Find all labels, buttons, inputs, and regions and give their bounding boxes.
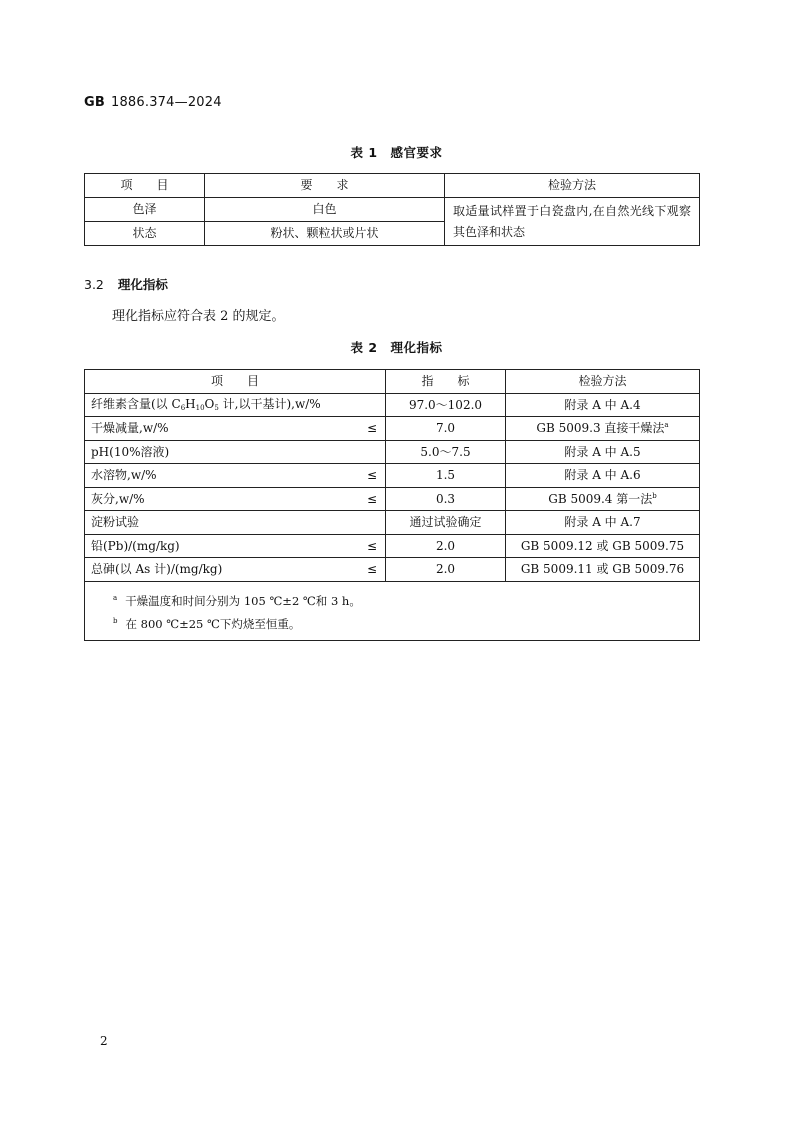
table-row (85, 558, 700, 582)
section-paragraph: 理化指标应符合表 2 的规定。 (112, 309, 285, 324)
row-requirement-color: 白色 (205, 198, 445, 222)
section-number: 3.2 (84, 277, 104, 292)
row-method: GB 5009.3 直接干燥法$^a$ (506, 417, 700, 441)
leq-symbol: ≤ (366, 468, 377, 483)
row-method: GB 5009.11 或 GB 5009.76 (506, 558, 700, 582)
row-item: 铅(Pb)/(mg/kg) ≤ (85, 534, 386, 558)
table-row (85, 417, 700, 441)
table-row (85, 198, 700, 222)
leq-symbol: ≤ (366, 421, 377, 436)
row-item-color: 色泽 (85, 198, 205, 222)
table-row (85, 487, 700, 511)
header-requirement: 要 求 (205, 174, 445, 198)
row-value: 通过试验确定 (386, 511, 506, 535)
row-value: 2.0 (386, 534, 506, 558)
section-title: 理化指标 (117, 277, 168, 292)
row-item-state: 状态 (85, 222, 205, 246)
table-row (85, 511, 700, 535)
row-method: 附录 A 中 A.4 (506, 393, 700, 417)
row-requirement-state: 粉状、颗粒状或片状 (205, 222, 445, 246)
document-header (84, 95, 222, 110)
row-method: 附录 A 中 A.5 (506, 440, 700, 464)
header-item: 项 目 (85, 370, 386, 394)
row-method: 附录 A 中 A.7 (506, 511, 700, 535)
table-header-row (85, 370, 700, 394)
row-value: 2.0 (386, 558, 506, 582)
footnote-b: $^b$ 在 800 ℃±25 ℃下灼烧至恒重。 (113, 616, 301, 631)
row-value: 97.0～102.0 (386, 393, 506, 417)
leq-symbol: ≤ (366, 491, 377, 506)
row-value: 7.0 (386, 417, 506, 441)
row-item: 干燥减量,w/% ≤ (85, 417, 386, 441)
section-heading (84, 275, 168, 293)
row-item: 纤维素含量(以 $C_6H_{10}O_5$ 计,以干基计),w/% (85, 393, 386, 417)
standard-prefix: GB (84, 95, 105, 110)
table-row (85, 440, 700, 464)
leq-symbol: ≤ (366, 538, 377, 553)
row-item: 总砷(以 As 计)/(mg/kg) ≤ (85, 558, 386, 582)
table-header-row (85, 174, 700, 198)
row-item: 淀粉试验 (85, 511, 386, 535)
header-item: 项 目 (85, 174, 205, 198)
table-notes (85, 581, 700, 640)
header-indicator: 指 标 (386, 370, 506, 394)
table-row (85, 464, 700, 488)
sensory-test-method: 取适量试样置于白瓷盘内,在自然光线下观察其色泽和状态 (445, 198, 700, 246)
footnote-a: $^a$ 干燥温度和时间分别为 105 ℃±2 ℃和 3 h。 (113, 593, 361, 608)
row-method: GB 5009.12 或 GB 5009.75 (506, 534, 700, 558)
row-method: GB 5009.4 第一法$^b$ (506, 487, 700, 511)
header-method: 检验方法 (506, 370, 700, 394)
row-value: 1.5 (386, 464, 506, 488)
table-notes-row (85, 581, 700, 640)
row-item: 灰分,w/% ≤ (85, 487, 386, 511)
table-row (85, 393, 700, 417)
table2-caption: 表 2 理化指标 (350, 340, 443, 355)
page-number: 2 (100, 1034, 108, 1048)
row-item: 水溶物,w/% ≤ (85, 464, 386, 488)
row-value: 5.0～7.5 (386, 440, 506, 464)
row-method: 附录 A 中 A.6 (506, 464, 700, 488)
row-value: 0.3 (386, 487, 506, 511)
table1-caption: 表 1 感官要求 (350, 145, 443, 160)
row-item: pH(10%溶液) (85, 440, 386, 464)
standard-number: 1886.374—2024 (110, 95, 222, 110)
table-row (85, 534, 700, 558)
header-method: 检验方法 (445, 174, 700, 198)
physicochemical-indicators-table (84, 369, 700, 641)
leq-symbol: ≤ (366, 562, 377, 577)
sensory-requirements-table (84, 173, 700, 246)
